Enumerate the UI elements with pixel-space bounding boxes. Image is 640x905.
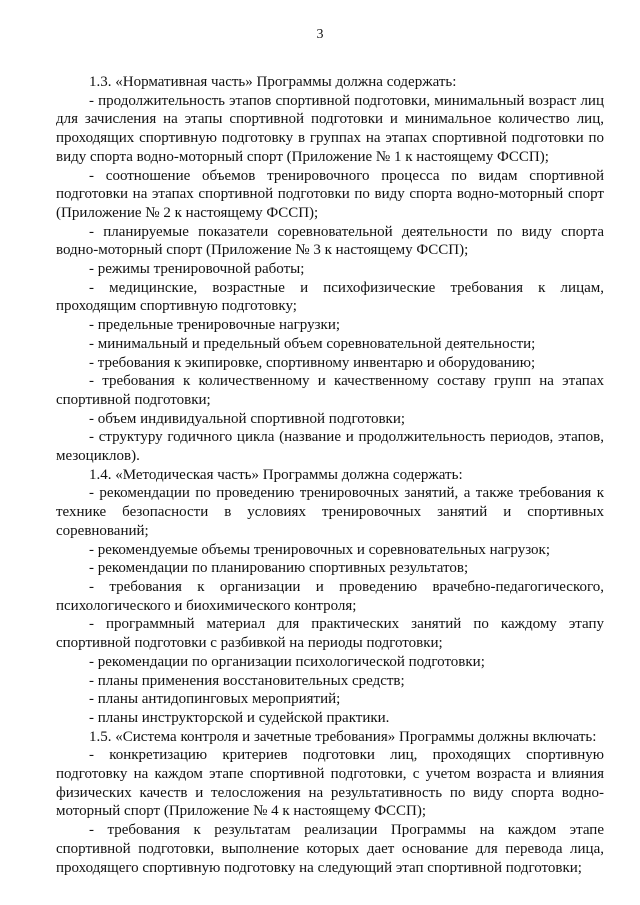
paragraph: - планы применения восстановительных средств; [89, 672, 405, 689]
paragraph: - объем индивидуальной спортивной подготовки; [89, 410, 406, 427]
document-body [56, 73, 604, 877]
paragraph: - предельные тренировочные нагрузки; [89, 317, 341, 334]
paragraph-section-1-4: 1.4. «Методическая часть» Программы должна содержать: [89, 466, 463, 483]
paragraph: - планы антидопинговых мероприятий; [89, 691, 341, 708]
paragraph: - рекомендации по планированию спортивных результатов; [89, 560, 469, 577]
paragraph: - минимальный и предельный объем соревновательной деятельности; [89, 335, 536, 352]
page-number: 3 [316, 27, 324, 42]
paragraph: - режимы тренировочной работы; [89, 261, 305, 278]
paragraph-section-1-5: 1.5. «Система контроля и зачетные требования» Программы должны включать: [89, 728, 597, 745]
paragraph: - рекомендации по организации психологической подготовки; [89, 653, 485, 670]
paragraph: - конкретизацию критериев подготовки лиц, проходящих спортивную подготовку на каждом этапе спортивной подготовки, с учетом возраста и влияния физических качеств и телосложения на результативность по виду спорта водно-моторный спорт (Приложение № 4 к настоящему ФССП); [56, 747, 604, 820]
paragraph: - соотношение объемов тренировочного процесса по видам спортивной подготовки на этапах спортивной подготовки по виду спорта водно-моторный спорт (Приложение № 2 к настоящему ФССП); [56, 167, 604, 221]
paragraph: - требования к результатам реализации Программы на каждом этапе спортивной подготовки, выполнение которых дает основание для перевода лица, проходящего спортивную подготовку на следующий этап спортивной подготовки; [56, 822, 604, 876]
paragraph-section-1-3: 1.3. «Нормативная часть» Программы должна содержать: [89, 74, 457, 90]
paragraph: - планируемые показатели соревновательной деятельности по виду спорта водно-моторный спорт (Приложение № 3 к настоящему ФССП); [56, 223, 604, 259]
paragraph: - планы инструкторской и судейской практики. [89, 709, 390, 726]
paragraph: - рекомендации по проведению тренировочных занятий, а также требования к технике безопасности в условиях тренировочных занятий и спортивных соревнований; [56, 485, 604, 539]
paragraph: - требования к количественному и качественному составу групп на этапах спортивной подготовки; [56, 373, 604, 408]
paragraph: - медицинские, возрастные и психофизические требования к лицам, проходящим спортивную подготовку; [56, 279, 604, 315]
paragraph: - требования к экипировке, спортивному инвентарю и оборудованию; [89, 354, 536, 371]
paragraph: - рекомендуемые объемы тренировочных и соревновательных нагрузок; [89, 541, 551, 558]
paragraph: - продолжительность этапов спортивной подготовки, минимальный возраст лиц для зачисления на этапы спортивной подготовки и минимальное количество лиц, проходящих спортивную подготовку в группах на этапах спортивной подготовки по виду спорта водно-моторный спорт (Приложение № 1 к настоящему ФССП); [56, 92, 604, 165]
paragraph: - требования к организации и проведению врачебно-педагогического, психологического и биохимического контроля; [56, 578, 604, 614]
paragraph: - программный материал для практических занятий по каждому этапу спортивной подготовки с разбивкой на периоды подготовки; [56, 616, 604, 652]
paragraph: - структуру годичного цикла (название и продолжительность периодов, этапов, мезоциклов). [56, 429, 604, 465]
